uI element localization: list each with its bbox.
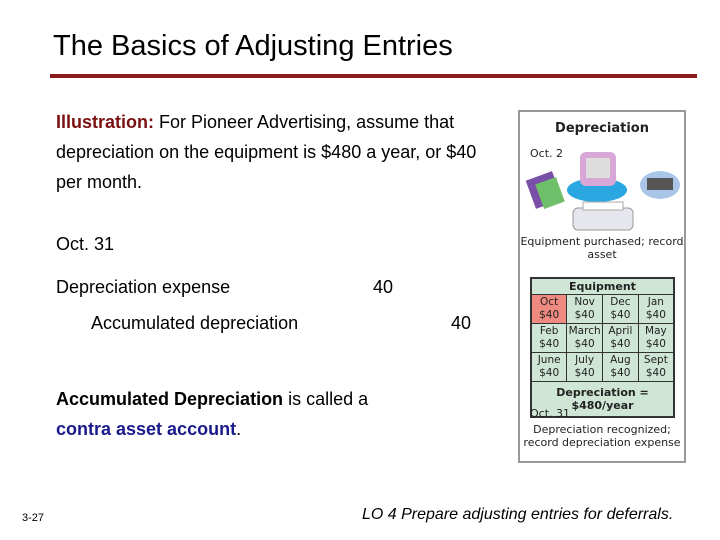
table-title: Equipment [531,278,674,295]
note-highlight: contra asset account [56,419,237,439]
projector-icon [640,171,680,199]
credit-account: Accumulated depreciation [91,313,299,333]
binder-icon [526,171,565,209]
month-cell: March $40 [567,324,603,353]
title-divider [50,74,697,78]
month-cell: July $40 [567,353,603,382]
month-cell: April $40 [603,324,639,353]
figure-date-2: Oct. 31 [530,407,571,420]
equipment-table [530,277,675,418]
month-cell: May $40 [638,324,674,353]
note-bold: Accumulated Depreciation [56,389,284,409]
table-total: Depreciation = $480/year [531,382,674,418]
month-cell: Feb $40 [531,324,567,353]
page-number: 3-27 [22,512,45,524]
debit-amount: 40 [373,277,394,297]
equipment-illustration [525,140,680,235]
entry-date: Oct. 31 [56,234,115,254]
depreciation-figure [518,110,686,463]
contra-note [56,384,416,444]
learning-objective: LO 4 Prepare adjusting entries for deferrals. [362,506,674,523]
month-cell: June $40 [531,353,567,382]
month-cell: Oct $40 [531,295,567,324]
figure-title: Depreciation [555,121,649,136]
illustration-text [56,107,496,197]
month-cell: Sept $40 [638,353,674,382]
figure-date-1: Oct. 2 [530,147,564,160]
figure-caption-2: Depreciation recognized; record depreciation expense [523,423,681,449]
note-end: . [236,419,242,439]
illustration-label: Illustration: [56,112,154,132]
printer-icon [573,202,633,230]
note-mid: is called a [283,389,369,409]
debit-account: Depreciation expense [56,277,231,297]
month-cell: Aug $40 [603,353,639,382]
month-cell: Dec $40 [603,295,639,324]
month-cell: Jan $40 [638,295,674,324]
computer-icon [567,152,627,202]
figure-caption-1: Equipment purchased; record asset [520,235,684,261]
credit-amount: 40 [451,313,472,333]
slide-title: The Basics of Adjusting Entries [53,30,453,62]
month-cell: Nov $40 [567,295,603,324]
illustration-body: For Pioneer Advertising, assume that depreciation on the equipment is $480 a year, or $40 per month. [56,112,477,192]
